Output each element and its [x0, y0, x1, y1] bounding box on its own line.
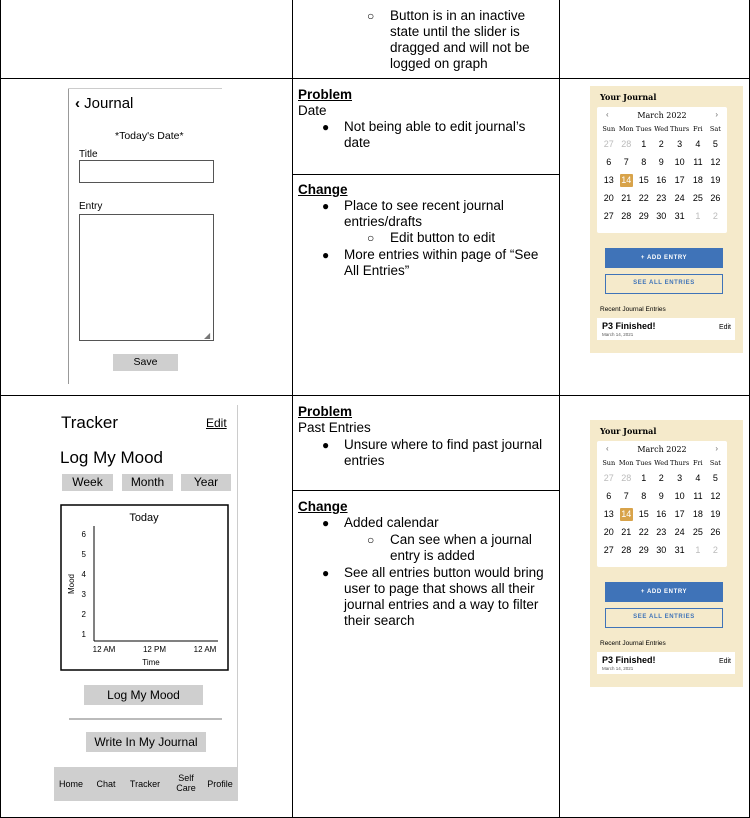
weekday-label: Wed	[654, 458, 669, 467]
calendar-day[interactable]	[600, 541, 618, 559]
calendar-day-number: 30	[656, 545, 667, 555]
journal-mockup	[590, 86, 743, 353]
entry-textarea[interactable]	[79, 214, 214, 341]
calendar-day[interactable]	[635, 505, 653, 523]
chart-title: Today	[129, 512, 159, 524]
calendar-day-number: 26	[710, 527, 721, 537]
entry-edit-button[interactable]: Edit	[718, 658, 731, 665]
weekday-label: Thurs	[670, 124, 690, 133]
y-axis-label: Mood	[67, 573, 76, 595]
problem-bullet: Not being able to edit journal’s date	[344, 119, 526, 150]
calendar-day-number: 7	[623, 491, 629, 501]
calendar-day[interactable]	[635, 541, 653, 559]
calendar-day[interactable]	[635, 523, 653, 541]
calendar-day-number: 14	[621, 174, 632, 185]
y-tick-label: 3	[81, 590, 86, 599]
divider	[69, 718, 222, 720]
calendar-day-number: 28	[621, 473, 632, 483]
calendar-day[interactable]	[653, 207, 671, 225]
calendar-day-number: 10	[674, 157, 685, 167]
calendar-day-number: 20	[603, 193, 614, 203]
calendar-day-number: 8	[641, 491, 647, 501]
calendar-day[interactable]	[653, 135, 671, 153]
save-button[interactable]: Save	[113, 354, 178, 371]
calendar-day-number: 17	[674, 175, 685, 185]
calendar-day[interactable]	[670, 505, 689, 523]
calendar-day-number: 6	[606, 491, 612, 501]
weekday-label: Sat	[709, 458, 721, 467]
calendar-day[interactable]	[707, 153, 725, 171]
calendar-month: March 2022	[637, 445, 687, 454]
calendar-day[interactable]	[618, 505, 636, 523]
column-divider-2	[559, 0, 560, 818]
chevron-left-icon: ‹	[75, 95, 80, 112]
weekday-label: Sun	[602, 458, 616, 467]
calendar-day-number: 8	[641, 157, 647, 167]
change-heading: Change	[298, 182, 348, 197]
bullet-marker: ●	[322, 199, 330, 213]
calendar-day[interactable]	[635, 171, 653, 189]
weekday-label: Sun	[602, 124, 616, 133]
calendar-day[interactable]	[600, 189, 618, 207]
calendar-day[interactable]	[689, 189, 707, 207]
calendar-day[interactable]	[670, 469, 689, 487]
calendar-day[interactable]	[689, 523, 707, 541]
calendar-day[interactable]	[689, 487, 707, 505]
calendar-day-number: 30	[656, 211, 667, 221]
journal-back-label: Journal	[84, 95, 134, 112]
change-heading: Change	[298, 499, 348, 514]
calendar-day-number: 3	[677, 139, 683, 149]
calendar-day-number: 28	[621, 139, 632, 149]
nav-tab-tracker[interactable]: Tracker	[129, 779, 161, 789]
calendar-day-number: 11	[693, 491, 703, 501]
calendar-day[interactable]	[600, 207, 618, 225]
week-button[interactable]: Week	[62, 474, 113, 491]
chevron-right-icon[interactable]: ›	[715, 110, 718, 119]
calendar-day-number: 31	[674, 545, 685, 555]
calendar-day-number: 2	[712, 211, 718, 221]
calendar-day-number: 20	[603, 527, 614, 537]
x-tick-label: 12 AM	[193, 645, 217, 654]
journal-mockup	[590, 420, 743, 687]
calendar-day-number: 16	[656, 509, 667, 519]
bullet-marker: ●	[322, 438, 330, 452]
resize-handle-icon: ◢	[204, 331, 211, 340]
x-tick-label: 12 PM	[142, 645, 167, 654]
calendar-day[interactable]	[618, 207, 636, 225]
calendar-day[interactable]	[707, 135, 725, 153]
chevron-left-icon[interactable]: ‹	[606, 110, 609, 119]
calendar-day-number: 28	[621, 211, 632, 221]
calendar-day[interactable]	[618, 523, 636, 541]
calendar-day[interactable]	[689, 207, 707, 225]
weekday-label: Mon	[618, 124, 634, 133]
calendar-day[interactable]	[600, 153, 618, 171]
calendar-day[interactable]	[653, 153, 671, 171]
calendar-day-number: 2	[658, 473, 664, 483]
log-mood-heading: Log My Mood	[60, 448, 163, 467]
weekday-label: Thurs	[670, 458, 690, 467]
nav-tab-chat[interactable]: Chat	[96, 779, 116, 789]
y-tick-label: 2	[81, 610, 86, 619]
calendar-day[interactable]	[653, 469, 671, 487]
weekday-label: Fri	[693, 458, 703, 467]
calendar-day[interactable]	[600, 487, 618, 505]
calendar-day[interactable]	[635, 487, 653, 505]
y-tick-label: 6	[81, 530, 86, 539]
column-divider-1	[292, 0, 293, 818]
calendar-day-number: 18	[692, 175, 703, 185]
wireframe-edge	[68, 88, 69, 384]
calendar-day[interactable]	[618, 541, 636, 559]
calendar-day[interactable]	[707, 487, 725, 505]
calendar-day-number: 15	[638, 509, 649, 519]
calendar-day-number: 16	[656, 175, 667, 185]
calendar-day-number: 1	[641, 473, 647, 483]
bullet-marker: ●	[322, 248, 330, 262]
calendar-day-number: 4	[695, 139, 701, 149]
calendar-day-number: 11	[693, 157, 703, 167]
y-tick-label: 5	[81, 550, 86, 559]
calendar-day-number: 9	[658, 491, 664, 501]
weekday-label: Tues	[635, 124, 652, 133]
calendar-day-number: 27	[603, 545, 614, 555]
calendar-day-number: 3	[677, 473, 683, 483]
problem-heading: Problem	[298, 87, 353, 102]
calendar-day[interactable]	[600, 135, 618, 153]
calendar-day-number: 24	[674, 193, 685, 203]
calendar-day[interactable]	[670, 153, 689, 171]
row-divider-1	[0, 78, 750, 79]
mood-chart	[60, 504, 230, 672]
nav-tab-self-care[interactable]: Self Care	[176, 773, 196, 793]
calendar-day-number: 4	[695, 473, 701, 483]
calendar-day[interactable]	[670, 189, 689, 207]
weekday-label: Sat	[709, 124, 721, 133]
calendar-day-number: 29	[638, 545, 649, 555]
entry-label: Entry	[79, 201, 103, 212]
calendar-day-number: 19	[710, 175, 721, 185]
calendar-day[interactable]	[600, 505, 618, 523]
calendar-day[interactable]	[653, 505, 671, 523]
entry-edit-button[interactable]: Edit	[718, 324, 731, 331]
write-journal-button[interactable]: Write In My Journal	[86, 732, 206, 752]
calendar-month: March 2022	[637, 111, 687, 120]
add-entry-button[interactable]: + ADD ENTRY	[605, 582, 723, 602]
calendar-day[interactable]	[635, 207, 653, 225]
calendar-day[interactable]	[689, 135, 707, 153]
entry-title: P3 Finished!	[602, 321, 656, 331]
bullet-marker: ●	[322, 120, 330, 134]
calendar-day[interactable]	[689, 153, 707, 171]
calendar-day-number: 12	[710, 157, 721, 167]
year-button[interactable]: Year	[181, 474, 231, 491]
calendar-day-number: 27	[603, 473, 614, 483]
todays-date-label: *Today's Date*	[115, 130, 184, 142]
calendar-day[interactable]	[707, 469, 725, 487]
calendar-day-number: 23	[656, 527, 667, 537]
calendar-day-number: 1	[695, 545, 701, 555]
sub-bullet-marker: ○	[367, 9, 375, 23]
calendar-day[interactable]	[618, 171, 636, 189]
cell-divider-row3	[292, 490, 559, 491]
calendar-day[interactable]	[653, 541, 671, 559]
calendar-day[interactable]	[689, 541, 707, 559]
wireframe-top-edge	[68, 88, 222, 89]
calendar-day[interactable]	[653, 171, 671, 189]
calendar-day[interactable]	[653, 523, 671, 541]
calendar-grid	[600, 122, 724, 225]
x-tick-label: 12 AM	[92, 645, 116, 654]
calendar-day-number: 5	[712, 473, 718, 483]
calendar-day[interactable]	[670, 171, 689, 189]
bullet-marker: ●	[322, 566, 330, 580]
add-entry-button[interactable]: + ADD ENTRY	[605, 248, 723, 268]
weekday-label: Tues	[635, 458, 652, 467]
row1-sub-bullet: Button is in an inactive state until the slider is dragged and will not be logged on graph	[390, 8, 530, 71]
calendar	[597, 107, 727, 233]
calendar-day-number: 5	[712, 139, 718, 149]
change-bullet: Place to see recent journal entries/drafts	[344, 198, 504, 229]
sub-bullet-marker: ○	[367, 231, 375, 245]
calendar-day[interactable]	[707, 505, 725, 523]
wireframe-edge	[237, 405, 238, 800]
calendar-day[interactable]	[635, 469, 653, 487]
calendar-day[interactable]	[653, 487, 671, 505]
calendar-day-number: 13	[603, 509, 614, 519]
calendar	[597, 441, 727, 567]
calendar-day[interactable]	[670, 541, 689, 559]
calendar-day[interactable]	[707, 171, 725, 189]
calendar-day-number: 24	[674, 527, 685, 537]
mockup-title: Your Journal	[600, 92, 657, 102]
calendar-day-number: 22	[638, 193, 649, 203]
calendar-day[interactable]	[635, 189, 653, 207]
title-label: Title	[79, 149, 98, 160]
nav-tab-home[interactable]: Home	[58, 779, 83, 789]
calendar-day[interactable]	[670, 523, 689, 541]
calendar-day-number: 13	[603, 175, 614, 185]
chevron-left-icon[interactable]: ‹	[606, 444, 609, 453]
calendar-day-number: 18	[692, 509, 703, 519]
calendar-day-number: 28	[621, 545, 632, 555]
calendar-day-number: 2	[658, 139, 664, 149]
calendar-day-number: 6	[606, 157, 612, 167]
log-my-mood-button[interactable]: Log My Mood	[84, 685, 203, 705]
calendar-day[interactable]	[689, 171, 707, 189]
calendar-day-number: 2	[712, 545, 718, 555]
calendar-day[interactable]	[600, 523, 618, 541]
recent-entries-label: Recent Journal Entries	[600, 306, 666, 313]
calendar-day-number: 31	[674, 211, 685, 221]
x-axis-label: Time	[142, 658, 160, 667]
calendar-day-number: 10	[674, 491, 685, 501]
calendar-day[interactable]	[618, 153, 636, 171]
calendar-day[interactable]	[653, 189, 671, 207]
calendar-day[interactable]	[670, 487, 689, 505]
calendar-day-number: 19	[710, 509, 721, 519]
calendar-day[interactable]	[670, 207, 689, 225]
change-bullet: See all entries button would bring user to page that shows all their journal entries and a way to filter their search	[344, 565, 544, 628]
calendar-day[interactable]	[635, 153, 653, 171]
edit-link[interactable]: Edit	[206, 416, 227, 430]
calendar-day-number: 14	[621, 508, 632, 519]
weekday-label: Fri	[693, 124, 703, 133]
calendar-day-number: 1	[695, 211, 701, 221]
chevron-right-icon[interactable]: ›	[715, 444, 718, 453]
calendar-day-number: 25	[692, 193, 703, 203]
calendar-grid	[600, 456, 724, 559]
calendar-day-number: 21	[621, 193, 632, 203]
change-sub-bullet: Can see when a journal entry is added	[390, 532, 532, 563]
table-border-left	[0, 0, 1, 818]
calendar-day[interactable]	[707, 523, 725, 541]
calendar-day-number: 17	[674, 509, 685, 519]
calendar-day[interactable]	[707, 207, 725, 225]
problem-topic: Date	[298, 103, 327, 118]
change-sub-bullet: Edit button to edit	[390, 230, 496, 245]
see-all-entries-button[interactable]: SEE ALL ENTRIES	[605, 608, 723, 628]
calendar-day[interactable]	[707, 189, 725, 207]
calendar-day-number: 22	[638, 527, 649, 537]
tracker-title: Tracker	[61, 413, 118, 432]
entry-date: March 14, 2021	[602, 666, 634, 671]
calendar-day-number: 1	[641, 139, 647, 149]
change-bullet: More entries within page of “See All Entries”	[344, 247, 539, 278]
calendar-day-number: 26	[710, 193, 721, 203]
calendar-day[interactable]	[600, 469, 618, 487]
calendar-day-number: 23	[656, 193, 667, 203]
entry-date: March 14, 2021	[602, 332, 634, 337]
journal-back-button[interactable]	[75, 95, 133, 112]
calendar-day[interactable]	[707, 541, 725, 559]
entry-title: P3 Finished!	[602, 655, 656, 665]
recent-entry-card[interactable]	[597, 652, 735, 674]
calendar-day-number: 27	[603, 211, 614, 221]
calendar-day[interactable]	[618, 487, 636, 505]
title-input[interactable]	[79, 160, 214, 183]
calendar-day[interactable]	[618, 469, 636, 487]
calendar-day-number: 7	[623, 157, 629, 167]
y-tick-label: 4	[81, 570, 86, 579]
calendar-day[interactable]	[600, 171, 618, 189]
sub-bullet-marker: ○	[367, 533, 375, 547]
nav-tab-profile[interactable]: Profile	[207, 779, 233, 789]
recent-entry-card[interactable]	[597, 318, 735, 340]
row-divider-2	[0, 395, 750, 396]
calendar-day-number: 25	[692, 527, 703, 537]
calendar-day[interactable]	[670, 135, 689, 153]
calendar-day-number: 29	[638, 211, 649, 221]
calendar-day[interactable]	[618, 189, 636, 207]
calendar-day-number: 12	[710, 491, 721, 501]
bullet-marker: ●	[322, 516, 330, 530]
calendar-day[interactable]	[689, 469, 707, 487]
problem-topic: Past Entries	[298, 420, 371, 435]
calendar-day-number: 9	[658, 157, 664, 167]
change-bullet: Added calendar	[344, 515, 439, 530]
calendar-day-number: 15	[638, 175, 649, 185]
month-button[interactable]: Month	[122, 474, 173, 491]
cell-divider-row2	[292, 174, 559, 175]
calendar-day-number: 21	[621, 527, 632, 537]
weekday-label: Wed	[654, 124, 669, 133]
calendar-day[interactable]	[618, 135, 636, 153]
recent-entries-label: Recent Journal Entries	[600, 640, 666, 647]
weekday-label: Mon	[618, 458, 634, 467]
mockup-title: Your Journal	[600, 426, 657, 436]
problem-bullet: Unsure where to find past journal entries	[344, 437, 543, 468]
calendar-day[interactable]	[689, 505, 707, 523]
calendar-day[interactable]	[635, 135, 653, 153]
problem-heading: Problem	[298, 404, 353, 419]
y-tick-label: 1	[81, 630, 86, 639]
see-all-entries-button[interactable]: SEE ALL ENTRIES	[605, 274, 723, 294]
calendar-day-number: 27	[603, 139, 614, 149]
